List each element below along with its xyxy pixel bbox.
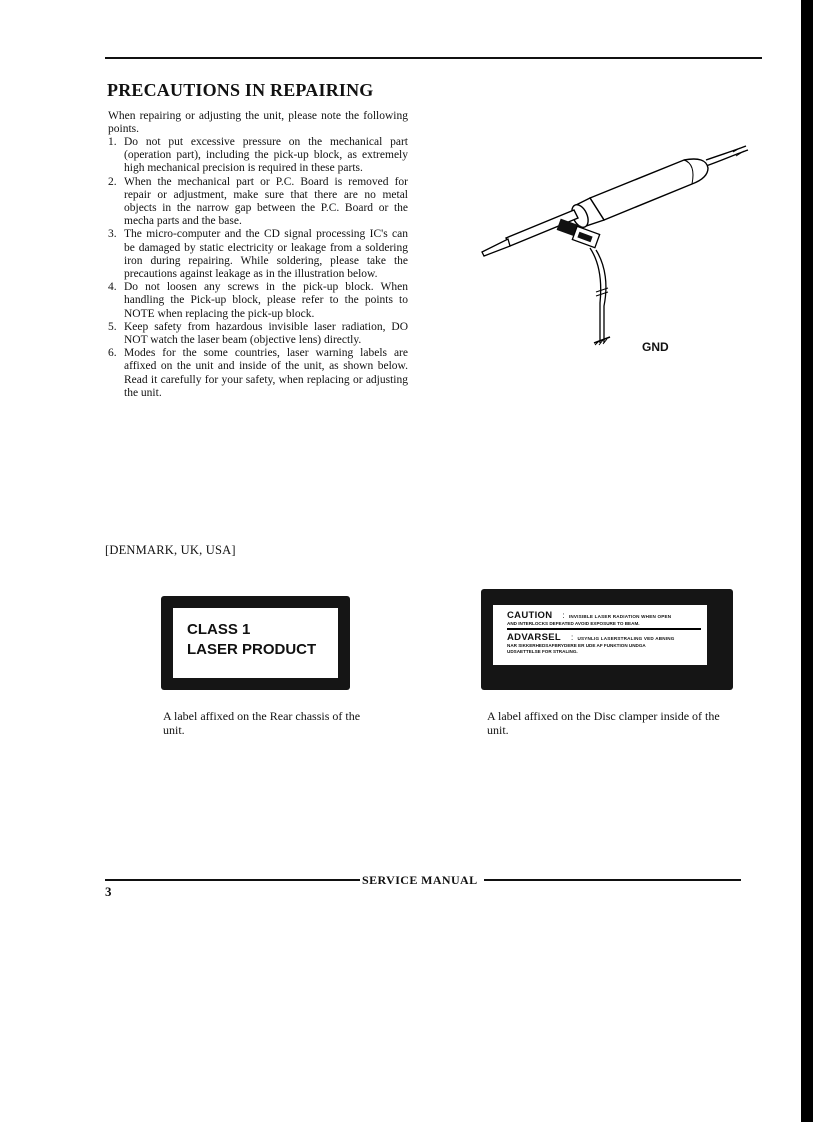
item-number: 3. — [108, 228, 117, 241]
footer-rule-left — [105, 879, 360, 881]
caution-text-a: INVISIBLE LASER RADIATION WHEN OPEN — [568, 614, 672, 619]
page-title: PRECAUTIONS IN REPAIRING — [107, 80, 374, 100]
advarsel-text-a: USYNLIG LASERSTRALING VED ABNING — [577, 635, 675, 641]
advarsel-heading: ADVARSEL — [507, 631, 561, 643]
item-number: 4. — [108, 281, 117, 294]
list-item — [108, 281, 408, 321]
caution-label-inner — [493, 605, 707, 665]
list-item — [108, 347, 408, 400]
caution-colon: : — [562, 611, 565, 620]
caution-heading-row — [507, 610, 701, 621]
caution-heading: CAUTION — [507, 610, 553, 621]
item-text: Do not loosen any screws in the pick-up block. When handling the Pick-up block, please refer to the points to NOTE when replacing the pick-up block. — [124, 281, 408, 320]
advarsel-colon: : — [570, 632, 574, 642]
footer-rule-right — [484, 879, 741, 881]
list-item — [108, 176, 408, 229]
caption-rear-chassis: A label affixed on the Rear chassis of the unit. — [163, 709, 361, 737]
caution-divider — [507, 628, 701, 630]
class1-laser-label — [161, 596, 350, 690]
caption-disc-clamper: A label affixed on the Disc clamper inside of the unit. — [487, 709, 720, 737]
top-rule — [105, 57, 762, 59]
item-text: Keep safety from hazardous invisible laser radiation, DO NOT watch the laser beam (objective lens) directly. — [124, 320, 408, 347]
list-item — [108, 228, 408, 281]
class1-line2: LASER PRODUCT — [187, 641, 317, 658]
item-text: When the mechanical part or P.C. Board is removed for repair or adjustment, make sure that there are no metal objects in the narrow gap between the P.C. Board or the mecha parts and the base. — [124, 175, 408, 228]
list-item — [108, 321, 408, 347]
page-edge-bar — [801, 0, 813, 1122]
item-text: Do not put excessive pressure on the mechanical part (operation part), including the pick-up block, as extremely high mechanical precision is required in these parts. — [124, 136, 408, 175]
item-text: Modes for the some countries, laser warning labels are affixed on the unit and inside of the unit, as shown below. Read it carefully for your safety, when replacing or adjusting the unit. — [124, 347, 408, 399]
item-number: 2. — [108, 175, 117, 188]
caution-text-b: AND INTERLOCKS DEFEATED AVOID EXPOSURE TO BEAM. — [507, 621, 640, 626]
class1-label-inner — [173, 608, 338, 678]
item-number: 1. — [108, 136, 117, 148]
advarsel-text-b: NAR SIKKERHEDSAFBRYDERE ER UDE AF FUNKTION UNDGA — [507, 642, 646, 648]
footer-title: SERVICE MANUAL — [362, 873, 478, 887]
region-heading: [DENMARK, UK, USA] — [105, 543, 236, 557]
page-number: 3 — [105, 884, 112, 899]
soldering-iron-illustration — [478, 138, 758, 358]
gnd-label: GND — [642, 340, 669, 354]
item-number: 5. — [108, 320, 117, 333]
soldering-iron-icon — [478, 138, 758, 358]
advarsel-heading-row — [507, 632, 701, 643]
intro-text: When repairing or adjusting the unit, please note the following points. — [108, 110, 408, 136]
list-item — [108, 136, 408, 176]
precaution-list — [108, 136, 408, 400]
item-text: The micro-computer and the CD signal processing IC's can be damaged by static electricity or leakage from a soldering iron during repairing. While soldering, please take the precautions against leakage as in the illustration below. — [124, 228, 408, 281]
advarsel-text-c: UDSAETTELSE FOR STRALING. — [507, 648, 578, 654]
class1-line1: CLASS 1 — [187, 621, 251, 638]
caution-laser-label — [481, 589, 733, 690]
item-number: 6. — [108, 347, 117, 360]
